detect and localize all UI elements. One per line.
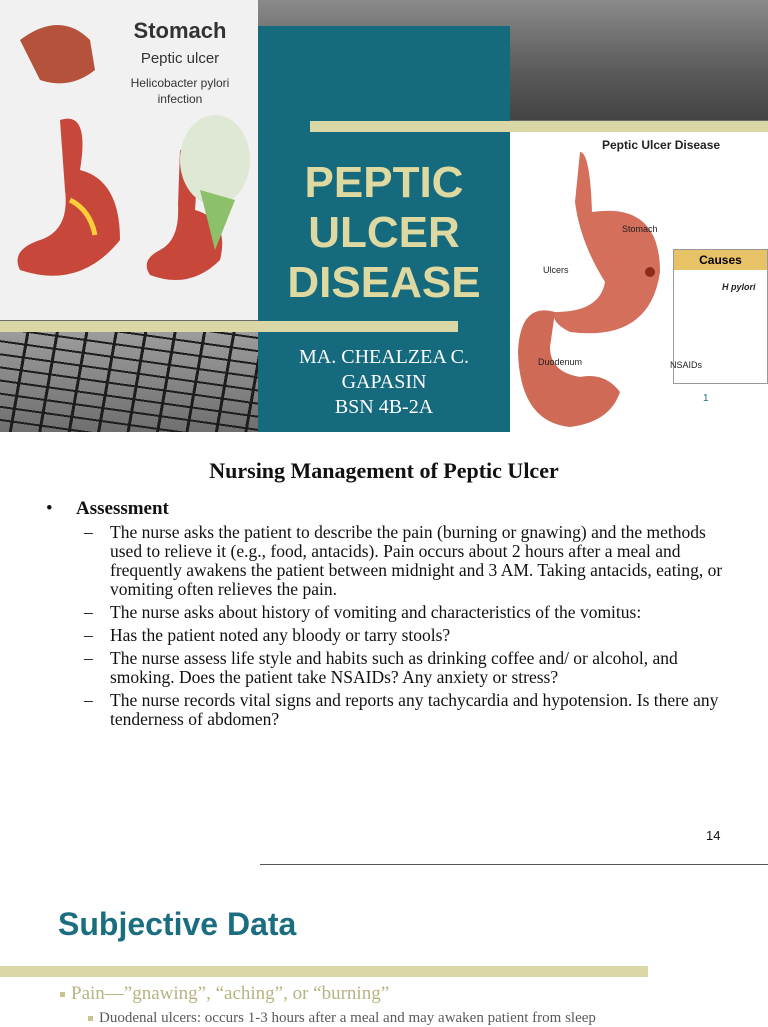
image-title-stomach: Stomach <box>133 18 227 43</box>
author-name-cont: GAPASIN <box>341 371 427 393</box>
dash-icon: – <box>84 625 93 645</box>
title-line: DISEASE <box>287 258 481 307</box>
list-item <box>84 691 724 729</box>
tiled-floor-photo <box>0 332 258 432</box>
label-ulcers: Ulcers <box>543 265 569 275</box>
image-subtitle-peptic-ulcer: Peptic ulcer <box>140 50 220 67</box>
accent-line-bottom <box>0 321 458 332</box>
list-item-text: The nurse records vital signs and reports any tachycardia and hypotension. Is there any tenderness of abdomen? <box>110 690 719 729</box>
accent-line-top <box>310 121 768 132</box>
bullet-dot-icon: • <box>46 498 53 519</box>
image-title-peptic-ulcer-disease: Peptic Ulcer Disease <box>602 138 721 152</box>
list-item-text: Has the patient noted any bloody or tarry stools? <box>110 625 451 645</box>
slide-title <box>258 158 510 308</box>
bullet-assessment <box>46 498 169 520</box>
label-duodenum: Duodenum <box>538 357 583 367</box>
slide-title: Nursing Management of Peptic Ulcer <box>209 458 559 483</box>
page-number: 1 <box>703 393 709 404</box>
page-number: 14 <box>706 828 721 843</box>
bullet-text: Pain—”gnawing”, “aching”, or “burning” <box>71 983 390 1004</box>
stomach-illustration-left <box>0 0 258 320</box>
sub-bullet-duodenal <box>88 1010 596 1027</box>
subjective-data-slide <box>0 868 768 1024</box>
footer-divider <box>260 864 768 865</box>
dash-icon: – <box>84 522 93 542</box>
dash-icon: – <box>84 602 93 622</box>
bullet-pain <box>60 983 389 1005</box>
list-item-text: The nurse assess life style and habits such as drinking coffee and/ or alcohol, and smoking. Does the patient take NSAIDs? Any anxiety or stress? <box>110 648 678 687</box>
label-h-pylori: H pylori <box>722 282 756 292</box>
list-item-text: The nurse asks the patient to describe the pain (burning or gnawing) and the methods used to relieve it (e.g., food, antacids). Pain occurs about 2 hours after a meal and frequently awakens the patient between midnight and 3 AM. Taking antacids, eating, or vomiting often relieves the pain. <box>110 522 723 599</box>
assessment-list <box>84 523 724 733</box>
title-line: PEPTIC <box>304 158 464 207</box>
list-item <box>84 626 724 645</box>
dash-icon: – <box>84 648 93 668</box>
causes-heading: Causes <box>674 250 767 270</box>
author-section: BSN 4B-2A <box>334 396 434 418</box>
bullet-square-icon <box>60 992 65 997</box>
author-block <box>258 345 510 420</box>
label-nsaids: NSAIDs <box>670 360 703 370</box>
accent-bar <box>0 966 648 977</box>
list-item <box>84 649 724 687</box>
sub-bullet-text: Duodenal ulcers: occurs 1-3 hours after a meal and may awaken patient from sleep <box>99 1010 596 1026</box>
stomach-drawing-left <box>0 0 258 320</box>
image-caption-helicobacter: Helicobacter pylori infection <box>130 76 230 106</box>
list-item <box>84 523 724 599</box>
label-stomach: Stomach <box>622 224 658 234</box>
slide-title: Subjective Data <box>58 906 297 942</box>
title-slide <box>0 0 768 432</box>
list-item-text: The nurse asks about history of vomiting and characteristics of the vomitus: <box>110 602 642 622</box>
title-line: ULCER <box>308 208 460 257</box>
dash-icon: – <box>84 690 93 710</box>
peptic-ulcer-illustration-right <box>510 132 768 432</box>
author-name: MA. CHEALZEA C. <box>299 346 469 368</box>
list-item <box>84 603 724 622</box>
assessment-slide <box>0 432 768 868</box>
bullet-label: Assessment <box>76 498 169 519</box>
bullet-square-icon <box>88 1016 93 1021</box>
